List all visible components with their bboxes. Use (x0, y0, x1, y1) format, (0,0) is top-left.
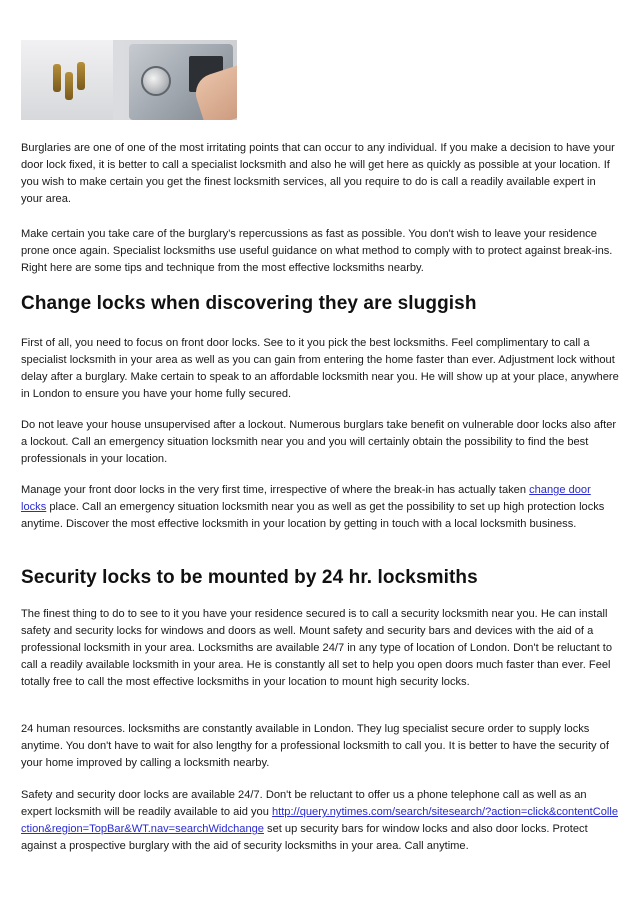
safe-dial-icon (141, 66, 171, 96)
paragraph-door-locks-available (21, 787, 619, 855)
heading-change-locks: Change locks when discovering they are sluggish (21, 293, 477, 314)
paragraph-text: place. Call an emergency situation locksmith near you as well as get the possibility to set up high protection locks anytime. Discover the most effective locksmith in your location by getting in touch with a local locksmith business. (21, 501, 605, 530)
paragraph-text: Manage your front door locks in the very first time, irrespective of where the break-in has actually taken (21, 484, 530, 496)
paragraph-front-door: First of all, you need to focus on front door locks. See to it you pick the best locksmiths. Feel complimentary to call a specialist locksmith in your area as well as you can gain from entering the home faster than ever. Adjustment lock without delay after a burglary. Make certain to speak to an affordable locksmith near you. He will show up at your place, anywhere in London to ensure you have your home fully secured. (21, 337, 619, 400)
paragraph-text: set up security bars for window locks and also door locks. Protect against a prospective burglary with the aid of security locksmiths in your area. Call anytime. (21, 823, 588, 852)
change-door-locks-link[interactable]: change door locks (21, 484, 591, 513)
paragraph-intro: Burglaries are one of one of the most irritating points that can occur to any individual. If you make a decision to have your door lock fixed, it is better to call a specialist locksmith and also he will get here as quickly as possible at your location. If you wish to make certain you get the finest locksmith services, all you require to do is call a readily available expert in your area. (21, 142, 615, 205)
paragraph-text: Safety and security door locks are available 24/7. Don't be reluctant to offer us a phone telephone call as well as an expert locksmith will be readily available to aid you (21, 789, 587, 818)
paragraph-24hr: 24 human resources. locksmiths are constantly available in London. They lug specialist secure order to supply locks anytime. You don't have to wait for also lengthy for a professional locksmith to call you. It is better to have the security of your home improved by calling a locksmith nearby. (21, 723, 609, 769)
paragraph-security-locksmith: The finest thing to do to see to it you have your residence secured is to call a security locksmith near you. He can install safety and security locks for windows and doors as well. Mount safety and security bars and devices with the aid of a professional locksmith in your area. Locksmiths are available 24/7 in any type of location of London. Don't be reluctant to call a readily available locksmith in your area. He is constantly all set to help you open doors much faster than ever. Feel totally free to call the most effective locksmiths in your location to mount high security locks. (21, 608, 613, 688)
safe-keypad-photo (21, 40, 237, 120)
paragraph-lockout: Do not leave your house unsupervised after a lockout. Numerous burglars take benefit on vulnerable door locks also after a lockout. Call an emergency situation locksmith near you and you will certainly obtain the possibility to find the best professionals in your location. (21, 419, 617, 465)
heading-security-locks: Security locks to be mounted by 24 hr. locksmiths (21, 567, 478, 588)
paragraph-repercussions: Make certain you take care of the burglary's repercussions as fast as possible. You don't wish to leave your residence prone once again. Specialist locksmiths use useful guidance on what method to comply with to protect against break-ins. Right here are some tips and technique from the most effective locksmiths nearby. (21, 228, 613, 274)
paragraph-manage-locks (21, 482, 619, 533)
keys-icon (51, 54, 91, 114)
nytimes-search-link[interactable]: http://query.nytimes.com/search/sitesearch/?action=click&contentCollection&region=TopBar&WT.nav=searchWidchange (21, 806, 618, 835)
